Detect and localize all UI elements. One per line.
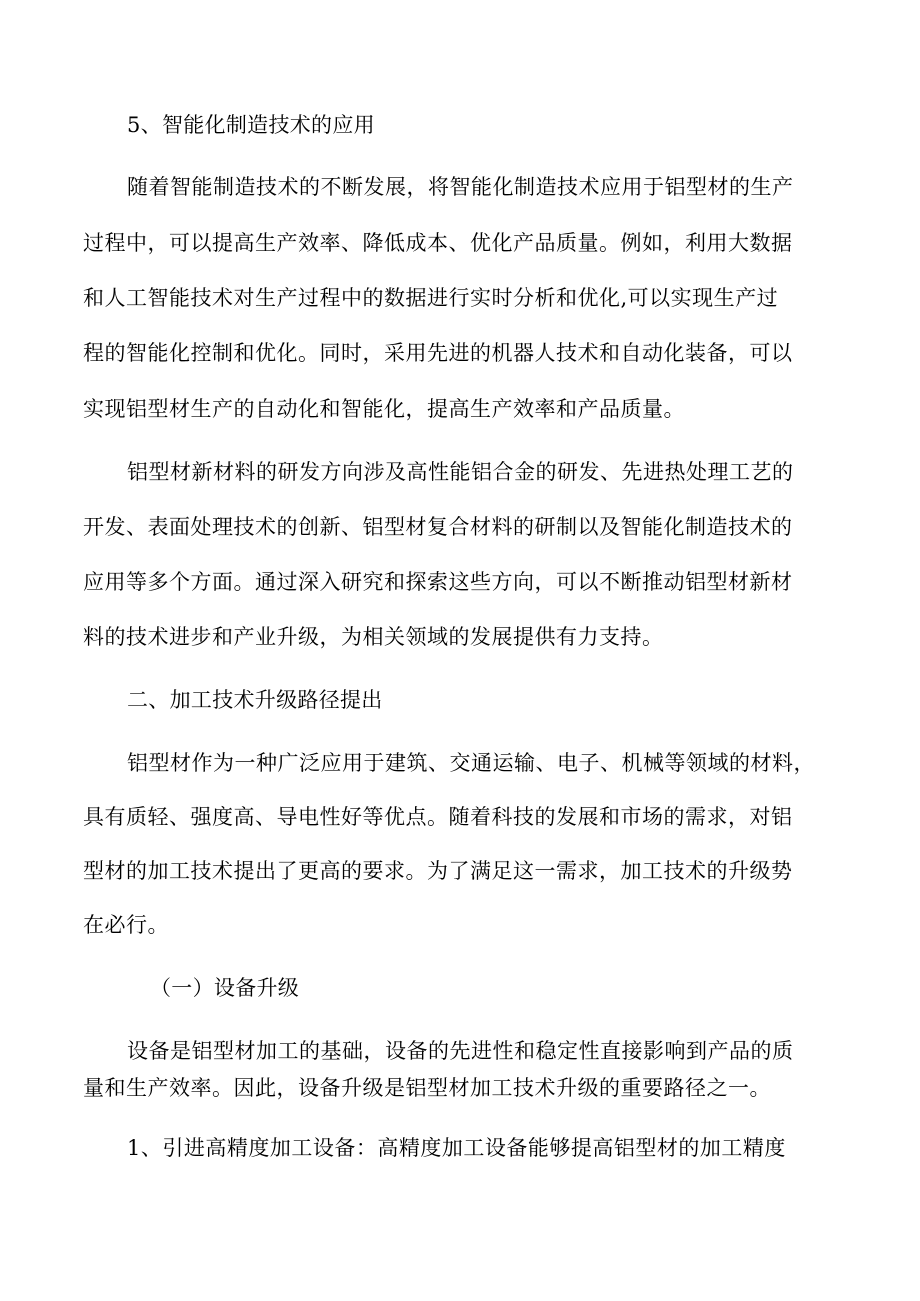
paragraph-4-line-1: 设备是铝型材加工的基础，设备的先进性和稳定性直接影响到产品的质 [127, 1039, 794, 1063]
paragraph-2-line-2: 开发、表面处理技术的创新、铝型材复合材料的研制以及智能化制造技术的 [83, 515, 793, 539]
paragraph-2-line-1: 铝型材新材料的研发方向涉及高性能铝合金的研发、先进热处理工艺的 [127, 460, 794, 484]
paragraph-1-line-1: 随着智能制造技术的不断发展，将智能化制造技术应用于铝型材的生产 [127, 175, 794, 199]
paragraph-1-line-2: 过程中，可以提高生产效率、降低成本、优化产品质量。例如，利用大数据 [83, 231, 793, 255]
paragraph-1-line-5: 实现铝型材生产的自动化和智能化，提高生产效率和产品质量。 [83, 397, 685, 421]
paragraph-3-line-4: 在必行。 [83, 913, 169, 937]
paragraph-2-line-4: 料的技术进步和产业升级，为相关领域的发展提供有力支持。 [83, 625, 664, 649]
paragraph-1-line-3: 和人工智能技术对生产过程中的数据进行实时分析和优化,可以实现生产过 [83, 286, 779, 310]
paragraph-3-line-3: 型材的加工技术提出了更高的要求。为了满足这一需求，加工技术的升级势 [83, 859, 793, 883]
subsection-heading-1: （一）设备升级 [150, 976, 300, 1000]
paragraph-4-line-2: 量和生产效率。因此，设备升级是铝型材加工技术升级的重要路径之一。 [83, 1076, 771, 1100]
paragraph-2-line-3: 应用等多个方面。通过深入研究和探索这些方向，可以不断推动铝型材新材 [83, 570, 793, 594]
paragraph-3-line-2: 具有质轻、强度高、导电性好等优点。随着科技的发展和市场的需求，对铝 [83, 805, 793, 829]
paragraph-5-line-1: 1、引进高精度加工设备：高精度加工设备能够提高铝型材的加工精度 [127, 1136, 786, 1160]
paragraph-3-line-1: 铝型材作为一种广泛应用于建筑、交通运输、电子、机械等领域的材料， [127, 751, 815, 775]
section-heading-5: 5、智能化制造技术的应用 [127, 113, 375, 137]
section-heading-2: 二、加工技术升级路径提出 [127, 688, 383, 712]
paragraph-1-line-4: 程的智能化控制和优化。同时，采用先进的机器人技术和自动化装备，可以 [83, 341, 793, 365]
